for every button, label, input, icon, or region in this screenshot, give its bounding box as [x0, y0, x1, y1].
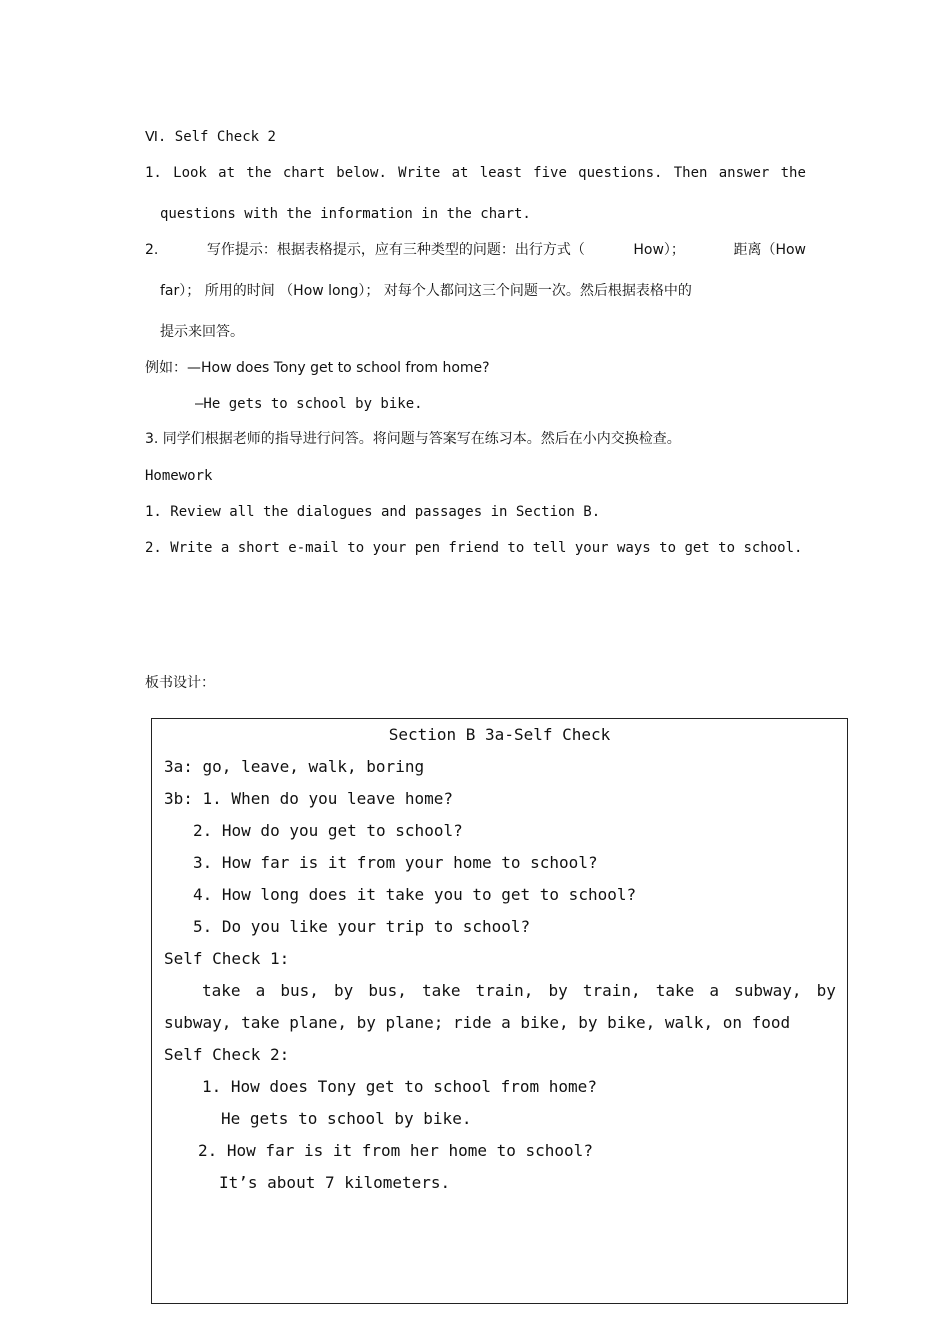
self-check-1-word-0: take: [202, 981, 241, 1000]
item-2-line-1: [145, 241, 806, 259]
board-self-check-2-a1: He gets to school by bike.: [221, 1109, 472, 1128]
board-3a: 3a: go, leave, walk, boring: [164, 757, 425, 776]
self-check-1-word-9: take: [655, 981, 695, 1000]
item-1-line-1: [145, 164, 806, 182]
board-self-check-1: Self Check 1:: [164, 949, 290, 968]
self-check-1-word-11: subway,: [734, 981, 802, 1000]
item-1-word-10: questions.: [578, 165, 663, 181]
self-check-1-word-5: take: [421, 981, 461, 1000]
item-2-line-2: far）； 所用的时间 （How long）； 对每个人都问这三个问题一次。然后根据表格中的: [160, 283, 692, 299]
item-1-line-2: questions with the information in the chart.: [160, 206, 531, 222]
item-1-word-7: at: [451, 165, 469, 181]
example-answer: —He gets to school by bike.: [195, 396, 423, 412]
board-title: Section B 3a-Self Check: [388, 725, 611, 744]
item-1-word-1: Look: [173, 165, 207, 181]
board-self-check-1-line-1: [202, 981, 836, 1001]
homework-title: Homework: [145, 468, 213, 484]
item-2-segment-3: 距离（How: [733, 242, 806, 258]
board-self-check-2-a2: It’s about 7 kilometers.: [219, 1173, 451, 1192]
item-1-word-6: Write: [398, 165, 441, 181]
board-3b-q2: 2. How do you get to school?: [193, 821, 463, 840]
board-design-box: [151, 718, 848, 1304]
self-check-1-word-2: bus,: [280, 981, 319, 1000]
self-check-1-word-7: by: [548, 981, 568, 1000]
self-check-1-word-4: bus,: [368, 981, 407, 1000]
item-1-word-2: at: [218, 165, 235, 181]
item-2-line-3: 提示来回答。: [160, 324, 244, 340]
board-self-check-1-line-2: subway, take plane, by plane; ride a bike, by bike, walk, on food: [164, 1013, 791, 1032]
board-self-check-2-q2: 2. How far is it from her home to school?: [198, 1141, 593, 1160]
self-check-1-word-10: a: [709, 981, 719, 1000]
homework-item-2: 2. Write a short e-mail to your pen friend to tell your ways to get to school.: [145, 540, 803, 556]
item-2-segment-2: How）；: [633, 242, 685, 258]
board-3b-q5: 5. Do you like your trip to school?: [193, 917, 531, 936]
item-1-word-8: least: [479, 165, 522, 181]
self-check-1-word-3: by: [333, 981, 354, 1000]
item-1-word-9: five: [533, 165, 567, 181]
item-1-word-4: chart: [282, 165, 326, 181]
board-3b-q1: 3b: 1. When do you leave home?: [164, 789, 453, 808]
item-3: 3. 同学们根据老师的指导进行问答。将问题与答案写在练习本。然后在小内交换检查。: [145, 431, 681, 447]
board-design-label: 板书设计：: [145, 675, 215, 691]
item-1-word-12: answer: [718, 165, 770, 181]
self-check-1-word-8: train,: [582, 981, 641, 1000]
item-1-word-13: the: [780, 165, 806, 181]
self-check-1-word-12: by: [816, 981, 836, 1000]
board-self-check-2: Self Check 2:: [164, 1045, 290, 1064]
item-2-segment-1: 写作提示：根据表格提示，应有三种类型的问题：出行方式（: [206, 242, 585, 258]
item-1-word-0: 1.: [145, 165, 162, 181]
item-2-segment-0: 2.: [145, 242, 159, 258]
board-3b-q3: 3. How far is it from your home to school?: [193, 853, 598, 872]
section-heading: Ⅵ. Self Check 2: [145, 129, 276, 145]
self-check-1-word-6: train,: [475, 981, 534, 1000]
board-self-check-2-q1: 1. How does Tony get to school from home?: [202, 1077, 597, 1096]
example-question: 例如：—How does Tony get to school from home?: [145, 360, 490, 376]
item-1-word-5: below.: [336, 165, 387, 181]
homework-item-1: 1. Review all the dialogues and passages in Section B.: [145, 504, 601, 520]
item-1-word-3: the: [246, 165, 272, 181]
self-check-1-word-1: a: [255, 981, 266, 1000]
board-3b-q4: 4. How long does it take you to get to school?: [193, 885, 637, 904]
item-1-word-11: Then: [673, 165, 708, 181]
